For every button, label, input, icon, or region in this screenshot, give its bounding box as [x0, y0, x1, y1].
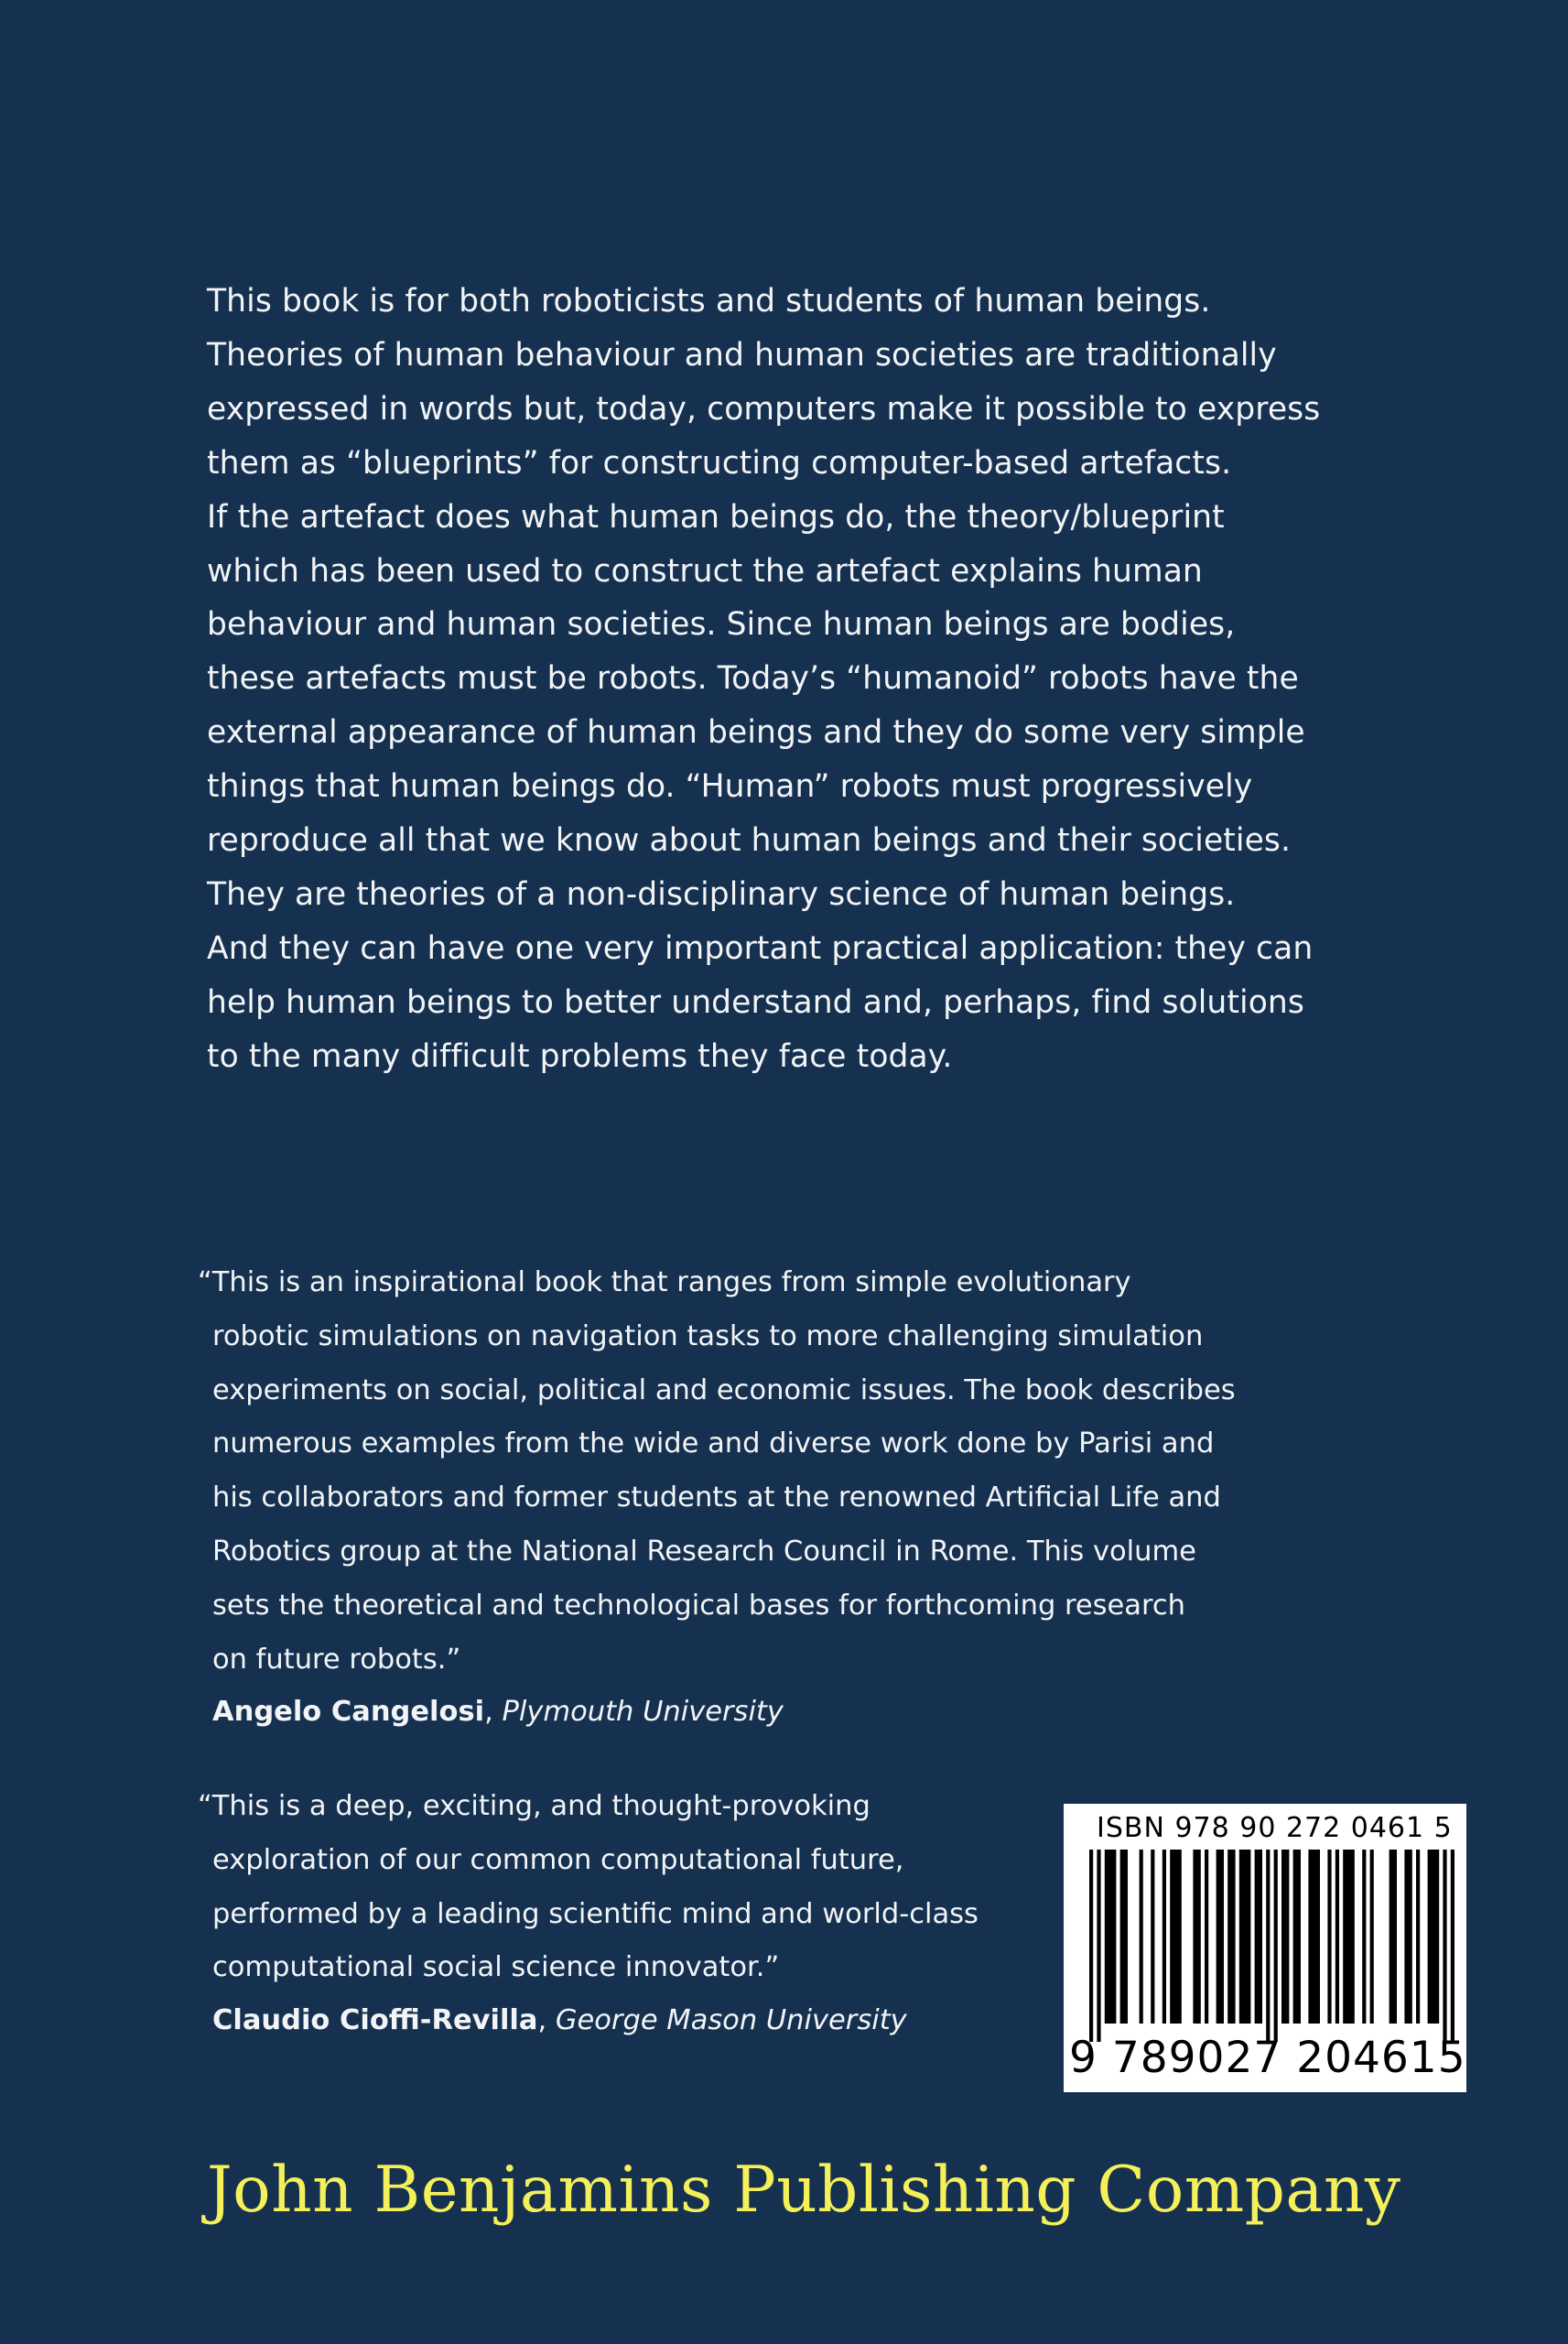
quote-line: exploration of our common computational future, — [212, 1843, 904, 1876]
barcode-bar — [1451, 1850, 1454, 2042]
quote-line: Robotics group at the National Research Council in Rome. This volume — [212, 1535, 1196, 1568]
endorsement-cioffi-revilla — [198, 1780, 979, 2039]
quote-line: numerous examples from the wide and diverse work done by Parisi and — [212, 1427, 1215, 1460]
endorsement-cangelosi — [198, 1256, 1236, 1731]
quote-line: performed by a leading scientific mind and world-class — [212, 1897, 979, 1930]
barcode-bar — [1390, 1850, 1397, 2024]
barcode-bar — [1336, 1850, 1339, 2024]
barcode-bar — [1120, 1850, 1128, 2024]
quote-attribution — [198, 1694, 1236, 1731]
barcode-bar — [1327, 1850, 1331, 2024]
barcode-bar — [1089, 1850, 1093, 2042]
attribution-separator: , — [537, 2004, 556, 2037]
blurb-line: They are theories of a non-disciplinary science of human beings. — [207, 875, 1236, 913]
quote-line: sets the theoretical and technological bases for forthcoming research — [212, 1589, 1185, 1622]
barcode-bar — [1255, 1850, 1262, 2024]
isbn-barcode — [1064, 1804, 1466, 2092]
quote-line: robotic simulations on navigation tasks to more challenging simulation — [212, 1319, 1204, 1352]
blurb-line: help human beings to better understand and, perhaps, find solutions — [207, 983, 1304, 1021]
barcode-bar — [1274, 1850, 1278, 2042]
quote-line: experiments on social, political and economic issues. The book describes — [212, 1373, 1236, 1406]
barcode-bar — [1105, 1850, 1117, 2024]
cover-blurb — [207, 275, 1342, 1084]
barcode-bar — [1205, 1850, 1208, 2024]
barcode-bar — [1151, 1850, 1154, 2024]
blurb-line: reproduce all that we know about human beings and their societies. — [207, 822, 1292, 860]
author-affiliation: George Mason University — [555, 2004, 907, 2037]
barcode-bar — [1370, 1850, 1374, 2024]
blurb-line: Theories of human behaviour and human societies are traditionally — [207, 336, 1277, 374]
barcode-bar — [1266, 1850, 1270, 2042]
barcode-bars — [1089, 1850, 1455, 2042]
blurb-line: them as “blueprints” for constructing computer-based artefacts. — [207, 444, 1232, 482]
blurb-line: behaviour and human societies. Since human beings are bodies, — [207, 606, 1236, 644]
publisher-name: John Benjamins Publishing Company — [207, 2154, 1401, 2227]
barcode-bar — [1227, 1850, 1235, 2024]
quote-line: “This is an inspirational book that ranges from simple evolutionary — [198, 1266, 1131, 1298]
barcode-bar — [1308, 1850, 1320, 2024]
barcode-bar — [1443, 1850, 1446, 2042]
attribution-separator: , — [484, 1696, 503, 1729]
barcode-bar — [1239, 1850, 1251, 2024]
blurb-line: This book is for both roboticists and students of human beings. — [207, 283, 1211, 320]
isbn-label: ISBN 978 90 272 0461 5 — [1097, 1812, 1453, 1844]
barcode-bar — [1170, 1850, 1182, 2024]
author-name: Claudio Cioffi-Revilla — [212, 2004, 538, 2037]
blurb-line: things that human beings do. “Human” robots must progressively — [207, 768, 1253, 806]
barcode-bar — [1404, 1850, 1411, 2024]
barcode-bar — [1097, 1850, 1100, 2042]
barcode-bar — [1162, 1850, 1166, 2024]
barcode-bar — [1140, 1850, 1143, 2024]
quote-line: computational social science innovator.” — [212, 1951, 780, 1984]
barcode-bar — [1281, 1850, 1289, 2024]
blurb-line: And they can have one very important practical application: they can — [207, 929, 1314, 967]
quote-line: on future robots.” — [212, 1643, 461, 1676]
blurb-line: If the artefact does what human beings do, the theory/blueprint — [207, 498, 1225, 536]
quote-attribution — [198, 2002, 979, 2039]
barcode-bar — [1362, 1850, 1366, 2024]
barcode-bar — [1416, 1850, 1420, 2024]
blurb-line: external appearance of human beings and they do some very simple — [207, 714, 1305, 752]
barcode-bar — [1217, 1850, 1224, 2024]
barcode-digits: 9 789027 204615 — [1069, 2033, 1466, 2083]
quote-line: “This is a deep, exciting, and thought-provoking — [198, 1790, 871, 1822]
author-name: Angelo Cangelosi — [212, 1696, 485, 1729]
quote-line: his collaborators and former students at the renowned Artificial Life and — [212, 1481, 1221, 1514]
barcode-bar — [1428, 1850, 1440, 2024]
barcode-bar — [1343, 1850, 1355, 2024]
author-affiliation: Plymouth University — [502, 1696, 784, 1729]
barcode-bar — [1293, 1850, 1301, 2024]
blurb-line: expressed in words but, today, computers make it possible to express — [207, 390, 1321, 428]
blurb-line: which has been used to construct the artefact explains human — [207, 552, 1203, 590]
barcode-bar — [1193, 1850, 1200, 2024]
blurb-line: to the many difficult problems they face today. — [207, 1037, 953, 1075]
blurb-line: these artefacts must be robots. Today’s “humanoid” robots have the — [207, 660, 1299, 698]
